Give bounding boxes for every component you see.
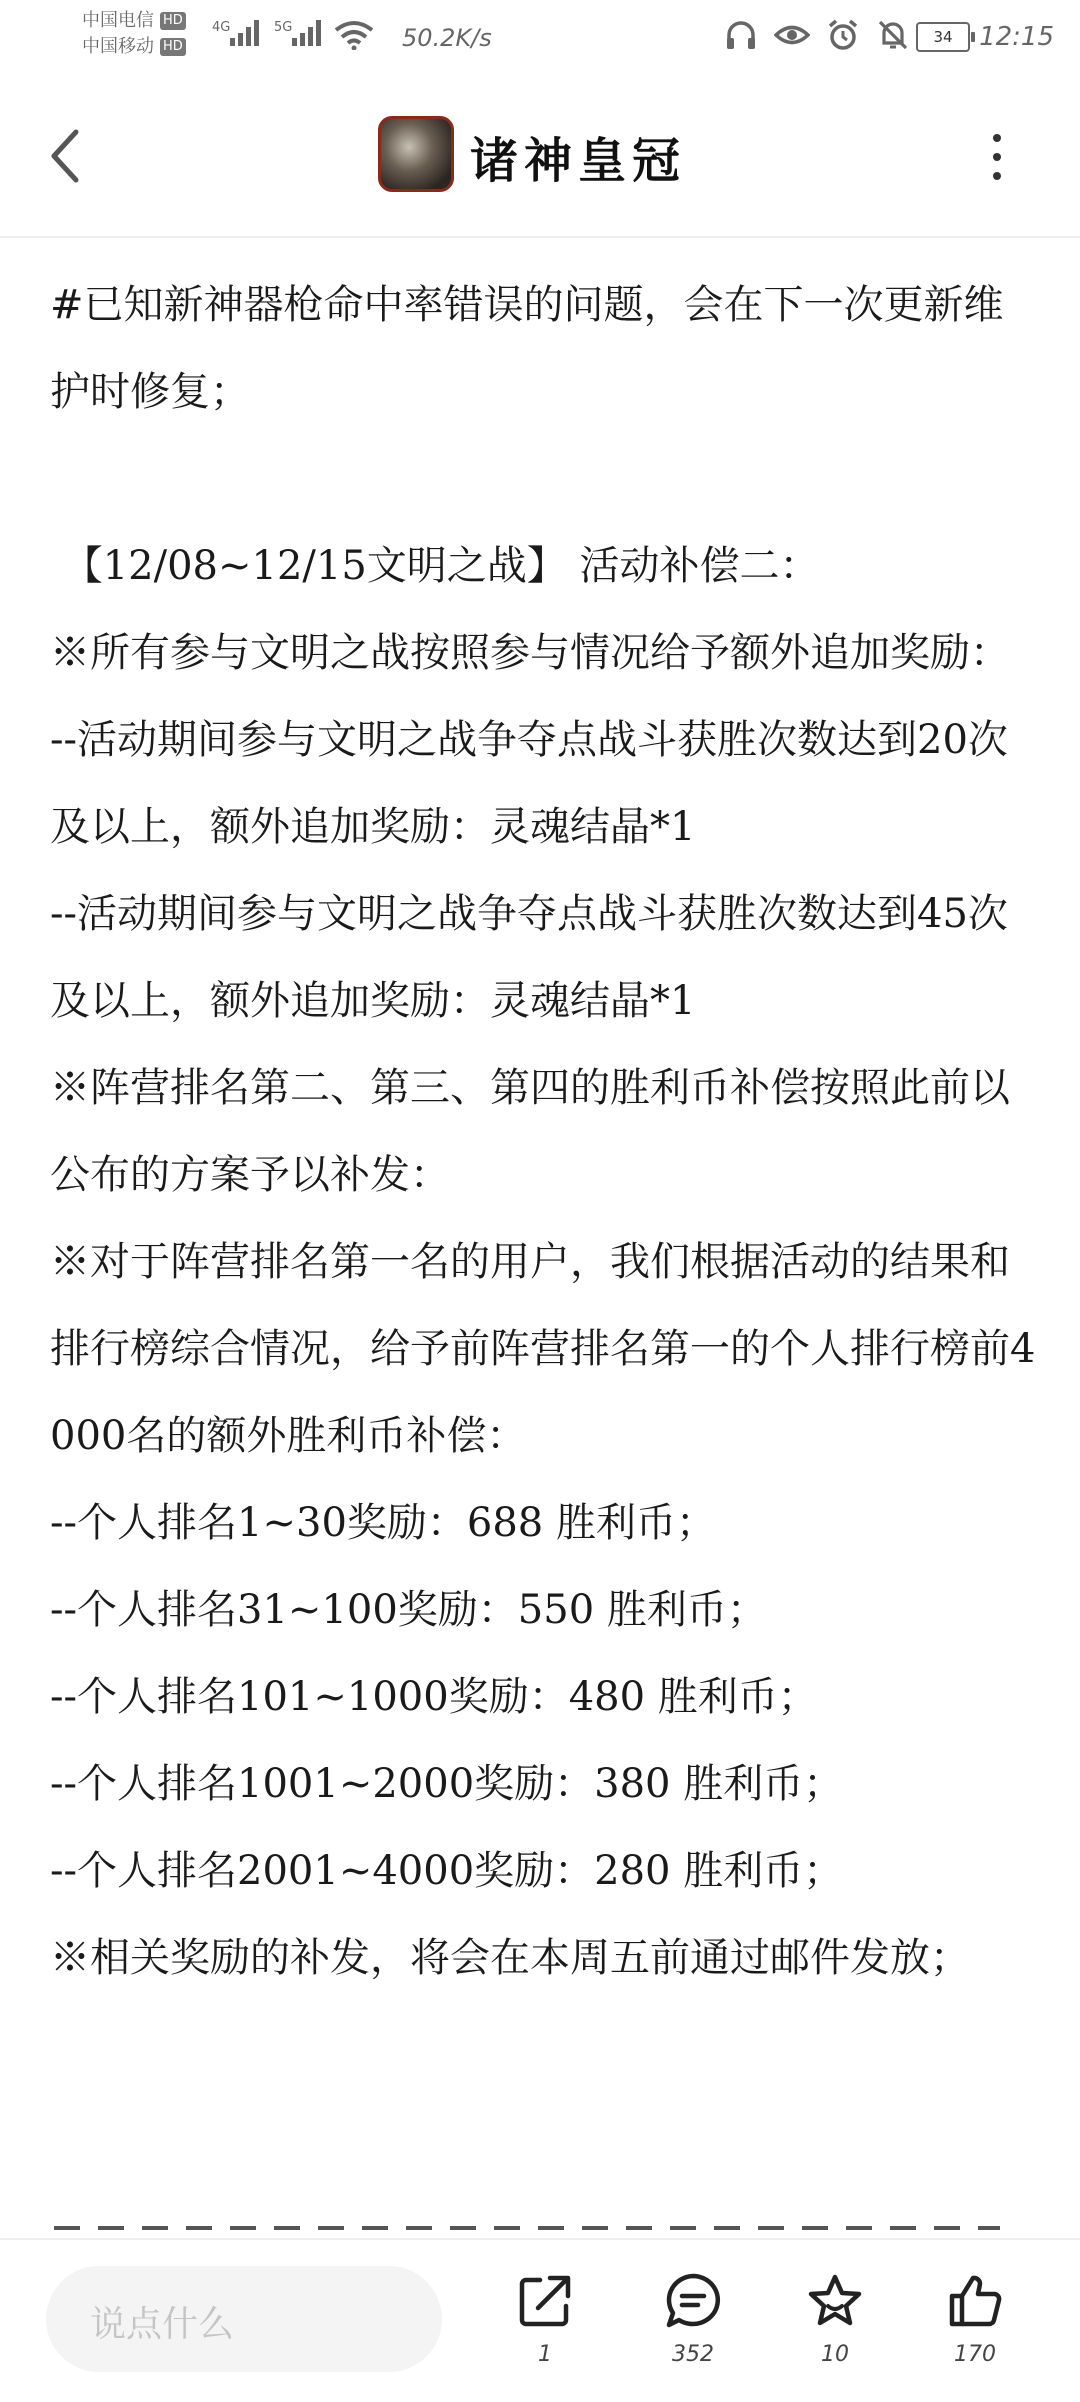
- signal-4g-icon: [230, 20, 259, 46]
- more-options-icon[interactable]: [990, 134, 1004, 180]
- comment-icon: [664, 2272, 722, 2330]
- back-arrow-icon[interactable]: [46, 126, 86, 186]
- hd-badge-1: HD: [160, 12, 186, 30]
- article-line: --个人排名1~30奖励：688 胜利币；: [50, 1500, 716, 1546]
- article-line: --活动期间参与文明之战争夺点战斗获胜次数达到45次及以上，额外追加奖励：灵魂结晶*1: [50, 891, 1008, 1024]
- article-line: --个人排名101~1000奖励：480 胜利币；: [50, 1674, 818, 1720]
- page-title: 诸神皇冠: [470, 133, 687, 189]
- clock: 12:15: [979, 22, 1054, 52]
- favorite-count: 10: [821, 2342, 849, 2367]
- hd-badge-2: HD: [160, 38, 186, 56]
- dashed-divider: [54, 2226, 1000, 2230]
- carrier-2: 中国移动: [82, 36, 154, 57]
- mute-bell-icon: [876, 18, 910, 52]
- eye-icon: [774, 18, 810, 52]
- article-line: --个人排名2001~4000奖励：280 胜利币；: [50, 1848, 844, 1894]
- thumbs-up-icon: [946, 2272, 1004, 2330]
- favorite-button[interactable]: [790, 2272, 880, 2367]
- network-speed: 50.2K/s: [402, 24, 492, 52]
- carrier-info: [82, 8, 186, 60]
- article-line: --活动期间参与文明之战争夺点战斗获胜次数达到20次及以上，额外追加奖励：灵魂结晶*1: [50, 717, 1008, 850]
- share-count: 1: [538, 2342, 552, 2367]
- article-line: ※所有参与文明之战按照参与情况给予额外追加奖励：: [50, 630, 1010, 676]
- share-button[interactable]: [500, 2272, 590, 2367]
- article-line: ※相关奖励的补发，将会在本周五前通过邮件发放；: [50, 1935, 970, 1981]
- battery-indicator: 34: [916, 22, 970, 52]
- article-line: #已知新神器枪命中率错误的问题，会在下一次更新维护时修复；: [50, 282, 1004, 415]
- status-bar: [0, 0, 1080, 80]
- carrier-1: 中国电信: [82, 10, 154, 31]
- star-icon: [806, 2272, 864, 2330]
- article-line: --个人排名31~100奖励：550 胜利币；: [50, 1587, 767, 1633]
- article-line: ※阵营排名第二、第三、第四的胜利币补偿按照此前以公布的方案予以补发：: [50, 1065, 1010, 1198]
- top-nav-bar: [0, 80, 1080, 238]
- wifi-icon: [334, 20, 374, 50]
- article-line: --个人排名1001~2000奖励：380 胜利币；: [50, 1761, 844, 1807]
- like-button[interactable]: [930, 2272, 1020, 2367]
- bottom-action-bar: [0, 2238, 1080, 2402]
- headphones-icon: [724, 18, 758, 52]
- network-5g-label: 5G: [274, 20, 293, 35]
- status-icons: [724, 18, 910, 52]
- like-count: 170: [954, 2342, 996, 2367]
- article-line: ※对于阵营排名第一名的用户，我们根据活动的结果和排行榜综合情况，给予前阵营排名第一的个人排行榜前4000名的额外胜利币补偿：: [50, 1239, 1036, 1459]
- share-icon: [516, 2272, 574, 2330]
- network-4g-label: 4G: [212, 20, 231, 35]
- comment-input[interactable]: [46, 2266, 442, 2372]
- comment-button[interactable]: [648, 2272, 738, 2367]
- comment-placeholder: 说点什么: [90, 2304, 235, 2345]
- blank-line: [50, 436, 1040, 523]
- article-line: 【12/08~12/15文明之战】 活动补偿二：: [50, 543, 820, 589]
- signal-5g-icon: [292, 20, 321, 46]
- game-logo: [378, 116, 454, 192]
- alarm-icon: [826, 18, 860, 52]
- article-body: [50, 262, 1040, 2002]
- comment-count: 352: [672, 2342, 714, 2367]
